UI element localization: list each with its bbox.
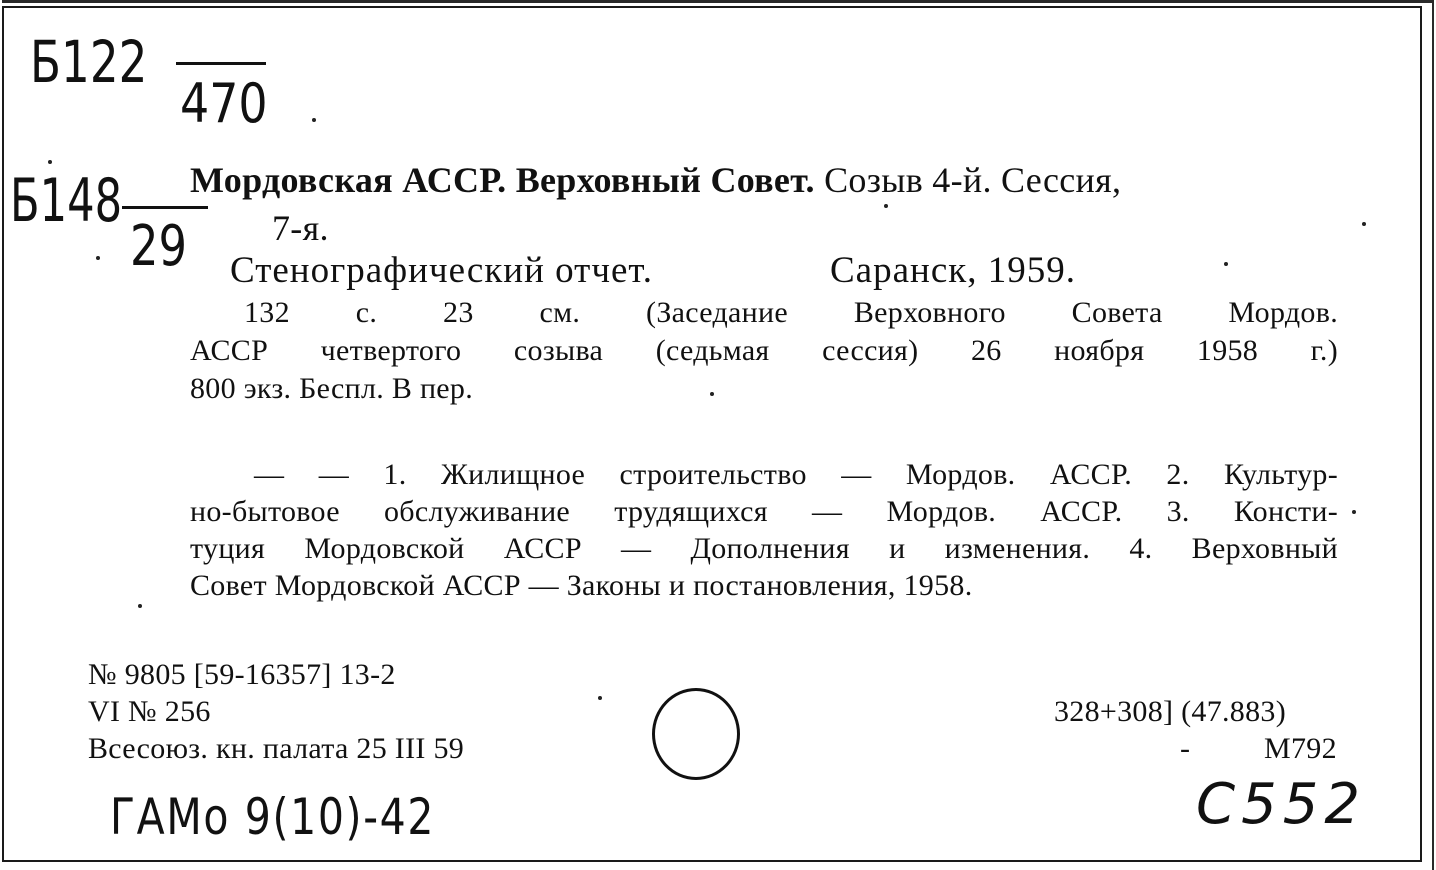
scan-speck [96, 256, 100, 260]
handwritten-code: C552 [1196, 772, 1366, 837]
entry-imprint: Саранск, 1959. [830, 250, 1076, 291]
entry-title-line [230, 252, 1130, 289]
scan-speck [598, 696, 602, 700]
scan-speck [884, 204, 888, 208]
card-right-edge [1432, 0, 1434, 870]
handwritten-shelf-mark-second-denominator: 29 [130, 214, 188, 279]
collation-line1: 132 с. 23 см. (Заседание Верховного Совета Мордов. [244, 296, 1338, 329]
subjects-line3: туция Мордовской АССР — Дополнения и изменения. 4. Верховный [190, 532, 1338, 565]
card-top-edge [2, 0, 1432, 3]
scan-speck [312, 118, 316, 122]
entry-title: Стенографический отчет. [230, 250, 654, 291]
scan-speck [1224, 262, 1228, 266]
collation-line2: АССР четвертого созыва (седьмая сессия) 26 ноября 1958 г.) [190, 334, 1338, 367]
handwritten-shelf-mark-top-denominator: 470 [180, 72, 268, 135]
entry-heading-corporate-author: Мордовская АССР. Верховный Совет. [190, 160, 815, 200]
punch-hole-circle [652, 688, 740, 780]
subjects-line4: Совет Мордовской АССР — Законы и постановления, 1958. [190, 569, 973, 602]
scan-speck [710, 392, 714, 396]
collation-line3: 800 экз. Беспл. В пер. [190, 372, 474, 405]
scan-speck [138, 604, 142, 608]
handwritten-archive-note: ГАМо 9(10)-42 [110, 788, 436, 846]
entry-heading-line2: 7-я. [272, 208, 329, 248]
footer-classification: 328+308] (47.883) [1054, 695, 1286, 728]
scan-speck [1352, 510, 1356, 514]
footer-volume-number: VI № 256 [88, 695, 211, 728]
footer-author-mark: М792 [1264, 732, 1337, 765]
entry-heading-session: Созыв 4-й. Сессия, [824, 160, 1122, 200]
scan-speck [1362, 222, 1366, 226]
subjects-line2: но-бытовое обслуживание трудящихся — Мордов. АССР. 3. Консти- [190, 495, 1338, 528]
scan-speck [48, 160, 52, 164]
entry-heading-line1 [190, 162, 1358, 198]
footer-dash: - [1180, 732, 1191, 765]
handwritten-shelf-mark-top: Б122 [30, 28, 148, 96]
footer-record-number: № 9805 [59-16357] 13-2 [88, 658, 396, 691]
subjects-line1: — — 1. Жилищное строительство — Мордов. АССР. 2. Культур- [254, 458, 1338, 491]
shelf-mark-top-fraction-line [176, 62, 266, 65]
shelf-mark-second-fraction-line [122, 206, 208, 209]
footer-chamber-stamp: Всесоюз. кн. палата 25 III 59 [88, 732, 465, 765]
handwritten-shelf-mark-second: Б148 [10, 166, 123, 236]
